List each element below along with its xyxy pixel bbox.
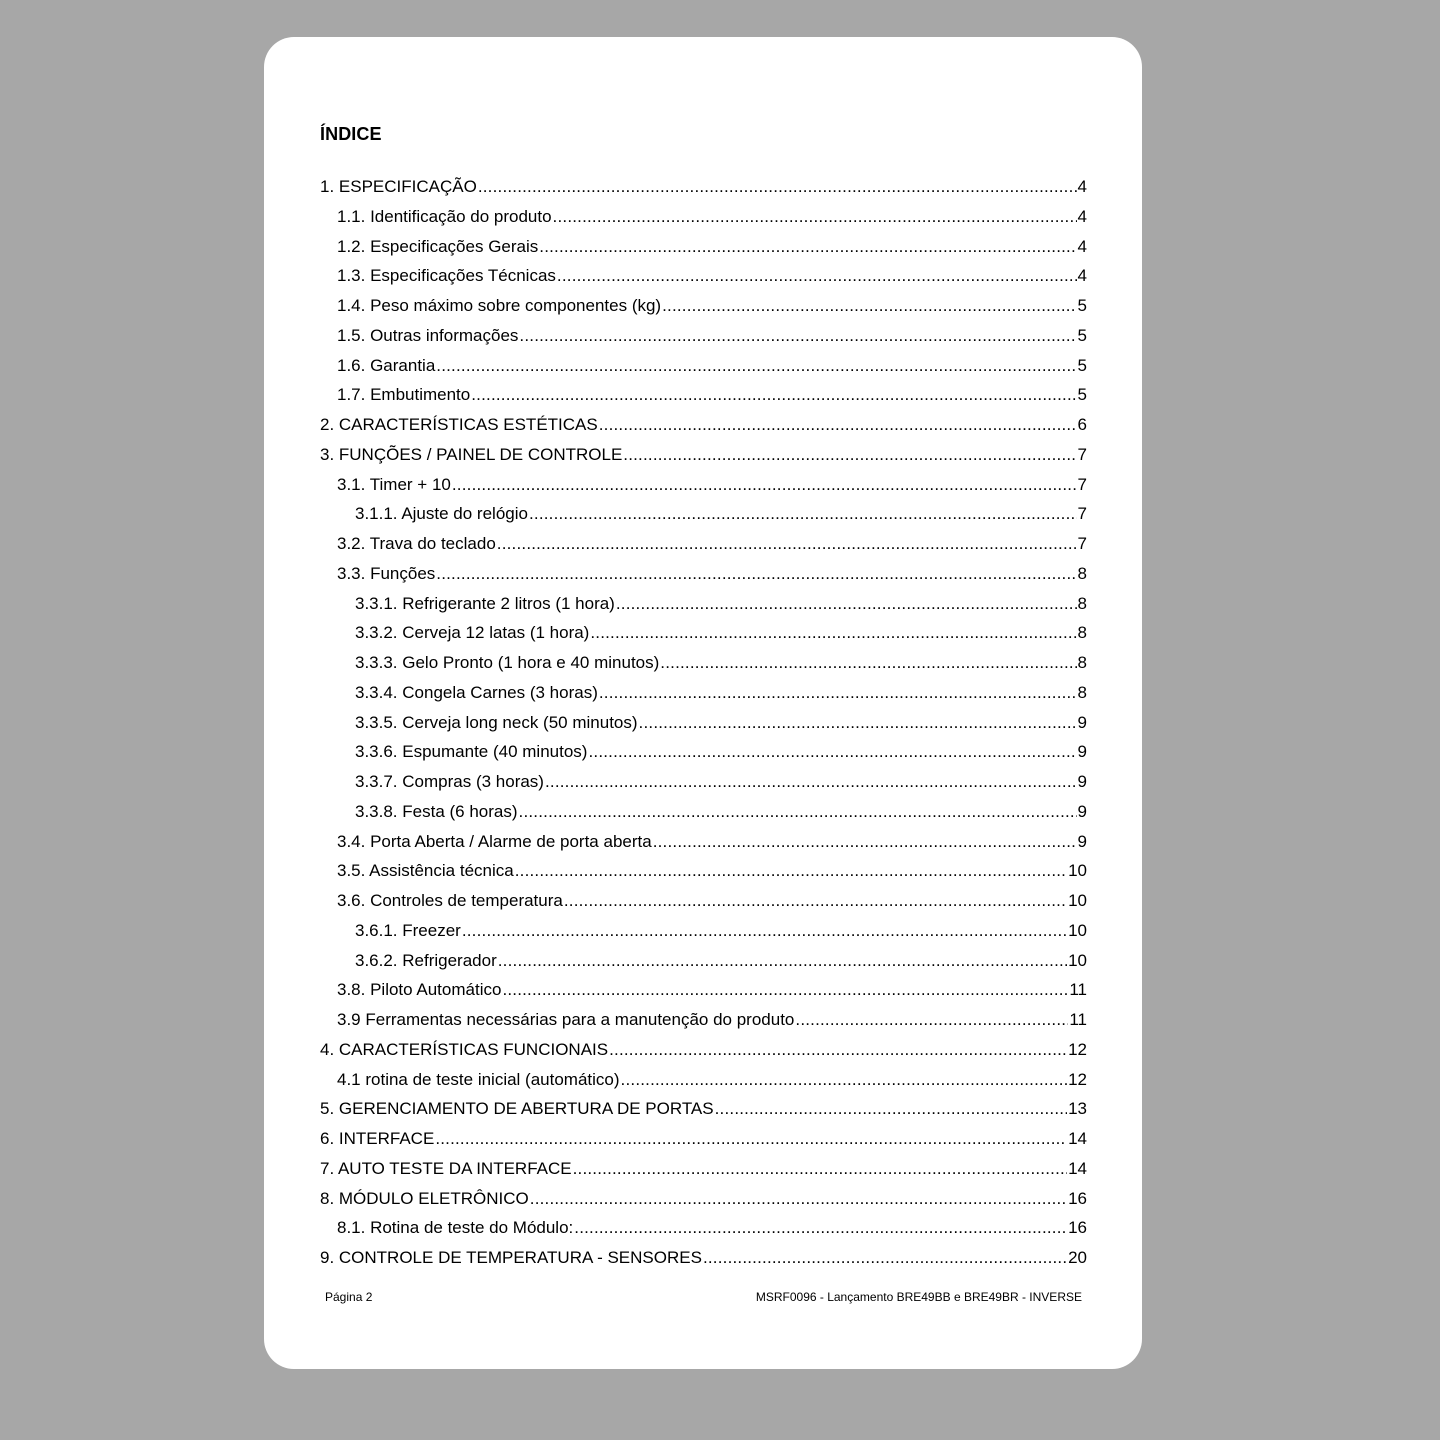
toc-dot-leader <box>462 916 1067 946</box>
toc-entry[interactable] <box>320 1035 1087 1065</box>
toc-entry-label: 8. MÓDULO ELETRÔNICO <box>320 1188 529 1208</box>
toc-dot-leader <box>588 737 1076 767</box>
toc-entry-page-number: 4 <box>1077 266 1087 286</box>
toc-entry-label: 1.6. Garantia <box>337 355 436 375</box>
toc-entry[interactable] <box>320 440 1087 470</box>
toc-entry[interactable] <box>320 618 1087 648</box>
toc-entry-label: 3.3.4. Congela Carnes (3 horas) <box>355 682 598 702</box>
toc-entry[interactable] <box>320 351 1087 381</box>
toc-entry[interactable] <box>320 1124 1087 1154</box>
toc-entry-label: 9. CONTROLE DE TEMPERATURA - SENSORES <box>320 1248 702 1267</box>
toc-entry[interactable] <box>320 499 1087 529</box>
toc-entry-label: 3.3.5. Cerveja long neck (50 minutos) <box>355 712 638 732</box>
toc-dot-leader <box>616 589 1077 619</box>
toc-entry-label: 3.3.8. Festa (6 horas) <box>355 801 518 821</box>
toc-entry[interactable] <box>320 410 1087 440</box>
toc-dot-leader <box>545 767 1077 797</box>
toc-entry-label: 3.6.1. Freezer <box>355 920 461 940</box>
toc-dot-leader <box>478 172 1077 202</box>
toc-entry-page-number: 12 <box>1068 1039 1087 1059</box>
footer-document-reference: MSRF0096 - Lançamento BRE49BB e BRE49BR - INVERSE <box>755 1290 1082 1304</box>
toc-entry-label: 3.2. Trava do teclado <box>337 534 496 553</box>
toc-entry-page-number: 14 <box>1068 1158 1087 1178</box>
toc-entry-label: 3.6.2. Refrigerador <box>355 950 497 970</box>
toc-dot-leader <box>529 499 1077 529</box>
toc-dot-leader <box>502 975 1068 1005</box>
toc-entry-label: 1. ESPECIFICAÇÃO <box>320 177 477 196</box>
toc-dot-leader <box>497 529 1077 559</box>
toc-dot-leader <box>639 708 1077 738</box>
toc-dot-leader <box>795 1005 1068 1035</box>
toc-entry-label: 3.1.1. Ajuste do relógio <box>355 504 528 524</box>
toc-dot-leader <box>703 1243 1067 1273</box>
toc-entry-page-number: 7 <box>1077 534 1087 553</box>
toc-entry-page-number: 7 <box>1077 444 1087 464</box>
toc-dot-leader <box>653 827 1077 857</box>
toc-entry[interactable] <box>320 856 1087 886</box>
toc-entry-page-number: 11 <box>1069 980 1087 1000</box>
toc-dot-leader <box>573 1154 1067 1184</box>
toc-entry-page-number: 20 <box>1068 1248 1087 1267</box>
toc-entry-page-number: 13 <box>1068 1099 1087 1119</box>
toc-entry-label: 3.6. Controles de temperatura <box>337 891 563 910</box>
toc-entry-page-number: 12 <box>1068 1069 1087 1089</box>
toc-entry-label: 3.3. Funções <box>337 563 436 583</box>
toc-entry-label: 3.4. Porta Aberta / Alarme de porta aberta <box>337 831 652 851</box>
toc-entry[interactable] <box>320 232 1087 262</box>
toc-dot-leader <box>599 410 1077 440</box>
toc-entry[interactable] <box>320 1065 1087 1095</box>
toc-entry[interactable] <box>320 291 1087 321</box>
toc-entry-page-number: 8 <box>1077 682 1087 702</box>
toc-entry[interactable] <box>320 380 1087 410</box>
toc-dot-leader <box>564 886 1067 916</box>
toc-entry-page-number: 5 <box>1077 296 1087 315</box>
toc-entry[interactable] <box>320 886 1087 916</box>
toc-entry-page-number: 9 <box>1077 712 1087 732</box>
toc-entry[interactable] <box>320 589 1087 619</box>
toc-entry[interactable] <box>320 975 1087 1005</box>
toc-title: ÍNDICE <box>320 124 382 144</box>
toc-dot-leader <box>715 1094 1067 1124</box>
toc-entry-label: 4. CARACTERÍSTICAS FUNCIONAIS <box>320 1039 609 1059</box>
toc-entry-page-number: 10 <box>1068 920 1087 940</box>
document-page <box>264 37 1142 1369</box>
toc-entry-page-number: 5 <box>1077 325 1087 345</box>
toc-entry-page-number: 8 <box>1077 623 1087 643</box>
toc-entry-label: 1.7. Embutimento <box>337 385 471 405</box>
toc-entry-page-number: 11 <box>1069 1010 1087 1029</box>
toc-dot-leader <box>662 291 1076 321</box>
toc-dot-leader <box>515 856 1067 886</box>
toc-entry-label: 1.5. Outras informações <box>337 325 519 345</box>
toc-entry-page-number: 8 <box>1077 653 1087 672</box>
toc-entry-label: 3.9 Ferramentas necessárias para a manutenção do produto <box>337 1010 795 1029</box>
toc-entry-page-number: 16 <box>1068 1188 1087 1208</box>
toc-entry-label: 1.1. Identificação do produto <box>337 206 552 226</box>
toc-entry-page-number: 4 <box>1077 206 1087 226</box>
toc-entry-page-number: 10 <box>1068 891 1087 910</box>
toc-entry[interactable] <box>320 172 1087 202</box>
toc-entry-label: 3.3.2. Cerveja 12 latas (1 hora) <box>355 623 590 643</box>
toc-entry[interactable] <box>320 648 1087 678</box>
toc-dot-leader <box>539 232 1076 262</box>
toc-entry-label: 3.3.7. Compras (3 horas) <box>355 772 544 791</box>
toc-entry[interactable] <box>320 737 1087 767</box>
toc-entry[interactable] <box>320 1243 1087 1273</box>
toc-dot-leader <box>471 380 1076 410</box>
toc-entry-label: 4.1 rotina de teste inicial (automático) <box>337 1069 620 1089</box>
toc-entry-page-number: 4 <box>1077 177 1087 196</box>
toc-entry[interactable] <box>320 708 1087 738</box>
toc-dot-leader <box>553 202 1077 232</box>
toc-entry-page-number: 9 <box>1077 742 1087 762</box>
toc-dot-leader <box>452 470 1077 500</box>
toc-dot-leader <box>436 351 1076 381</box>
toc-entry-page-number: 9 <box>1077 831 1087 851</box>
toc-dot-leader <box>557 261 1077 291</box>
toc-entry-label: 1.3. Especificações Técnicas <box>337 266 556 286</box>
toc-entry-label: 3.5. Assistência técnica <box>337 861 514 881</box>
toc-entry-label: 1.4. Peso máximo sobre componentes (kg) <box>337 296 662 315</box>
toc-dot-leader <box>519 797 1077 827</box>
toc-entry-page-number: 7 <box>1077 474 1087 494</box>
toc-entry-page-number: 10 <box>1068 861 1087 881</box>
toc-entry-page-number: 5 <box>1077 385 1087 405</box>
toc-entry-label: 3.8. Piloto Automático <box>337 980 502 1000</box>
toc-entry[interactable] <box>320 470 1087 500</box>
toc-entry[interactable] <box>320 1005 1087 1035</box>
toc-entry-label: 8.1. Rotina de teste do Módulo: <box>337 1218 574 1238</box>
toc-entry[interactable] <box>320 1213 1087 1243</box>
toc-entry-page-number: 8 <box>1077 563 1087 583</box>
toc-entry-page-number: 6 <box>1077 415 1087 434</box>
toc-entry[interactable] <box>320 797 1087 827</box>
toc-entry[interactable] <box>320 559 1087 589</box>
toc-entry[interactable] <box>320 1094 1087 1124</box>
toc-dot-leader <box>660 648 1076 678</box>
toc-entry-label: 6. INTERFACE <box>320 1129 435 1148</box>
toc-entry-page-number: 8 <box>1077 593 1087 613</box>
toc-entry-page-number: 7 <box>1077 504 1087 524</box>
toc-entry-label: 3.3.1. Refrigerante 2 litros (1 hora) <box>355 593 615 613</box>
toc-entry[interactable] <box>320 529 1087 559</box>
table-of-contents <box>320 172 1087 1273</box>
toc-entry[interactable] <box>320 202 1087 232</box>
toc-dot-leader <box>498 946 1067 976</box>
toc-entry-label: 3.3.6. Espumante (40 minutos) <box>355 742 588 762</box>
toc-entry[interactable] <box>320 916 1087 946</box>
toc-entry-label: 5. GERENCIAMENTO DE ABERTURA DE PORTAS <box>320 1099 714 1119</box>
toc-dot-leader <box>623 440 1076 470</box>
toc-entry-label: 3. FUNÇÕES / PAINEL DE CONTROLE <box>320 444 623 464</box>
toc-entry-label: 3.3.3. Gelo Pronto (1 hora e 40 minutos) <box>355 653 660 672</box>
toc-entry-page-number: 16 <box>1068 1218 1087 1238</box>
toc-entry[interactable] <box>320 678 1087 708</box>
toc-entry-page-number: 5 <box>1077 355 1087 375</box>
toc-dot-leader <box>609 1035 1067 1065</box>
toc-entry-page-number: 10 <box>1068 950 1087 970</box>
toc-entry[interactable] <box>320 1184 1087 1214</box>
toc-dot-leader <box>435 1124 1067 1154</box>
toc-dot-leader <box>599 678 1077 708</box>
toc-entry-page-number: 4 <box>1077 236 1087 256</box>
toc-entry-label: 1.2. Especificações Gerais <box>337 236 539 256</box>
toc-entry[interactable] <box>320 1154 1087 1184</box>
toc-entry[interactable] <box>320 261 1087 291</box>
toc-entry-page-number: 14 <box>1068 1129 1087 1148</box>
toc-entry[interactable] <box>320 827 1087 857</box>
toc-entry-page-number: 9 <box>1077 772 1087 791</box>
toc-dot-leader <box>530 1184 1067 1214</box>
toc-entry[interactable] <box>320 767 1087 797</box>
toc-dot-leader <box>621 1065 1068 1095</box>
toc-entry[interactable] <box>320 946 1087 976</box>
toc-entry-label: 3.1. Timer + 10 <box>337 474 451 494</box>
toc-entry-label: 2. CARACTERÍSTICAS ESTÉTICAS <box>320 415 598 434</box>
toc-dot-leader <box>590 618 1076 648</box>
toc-dot-leader <box>519 321 1076 351</box>
footer-page-number: Página 2 <box>325 1290 373 1304</box>
toc-dot-leader <box>574 1213 1067 1243</box>
toc-dot-leader <box>436 559 1076 589</box>
toc-entry-page-number: 9 <box>1077 801 1087 821</box>
toc-entry[interactable] <box>320 321 1087 351</box>
toc-entry-label: 7. AUTO TESTE DA INTERFACE <box>320 1158 572 1178</box>
